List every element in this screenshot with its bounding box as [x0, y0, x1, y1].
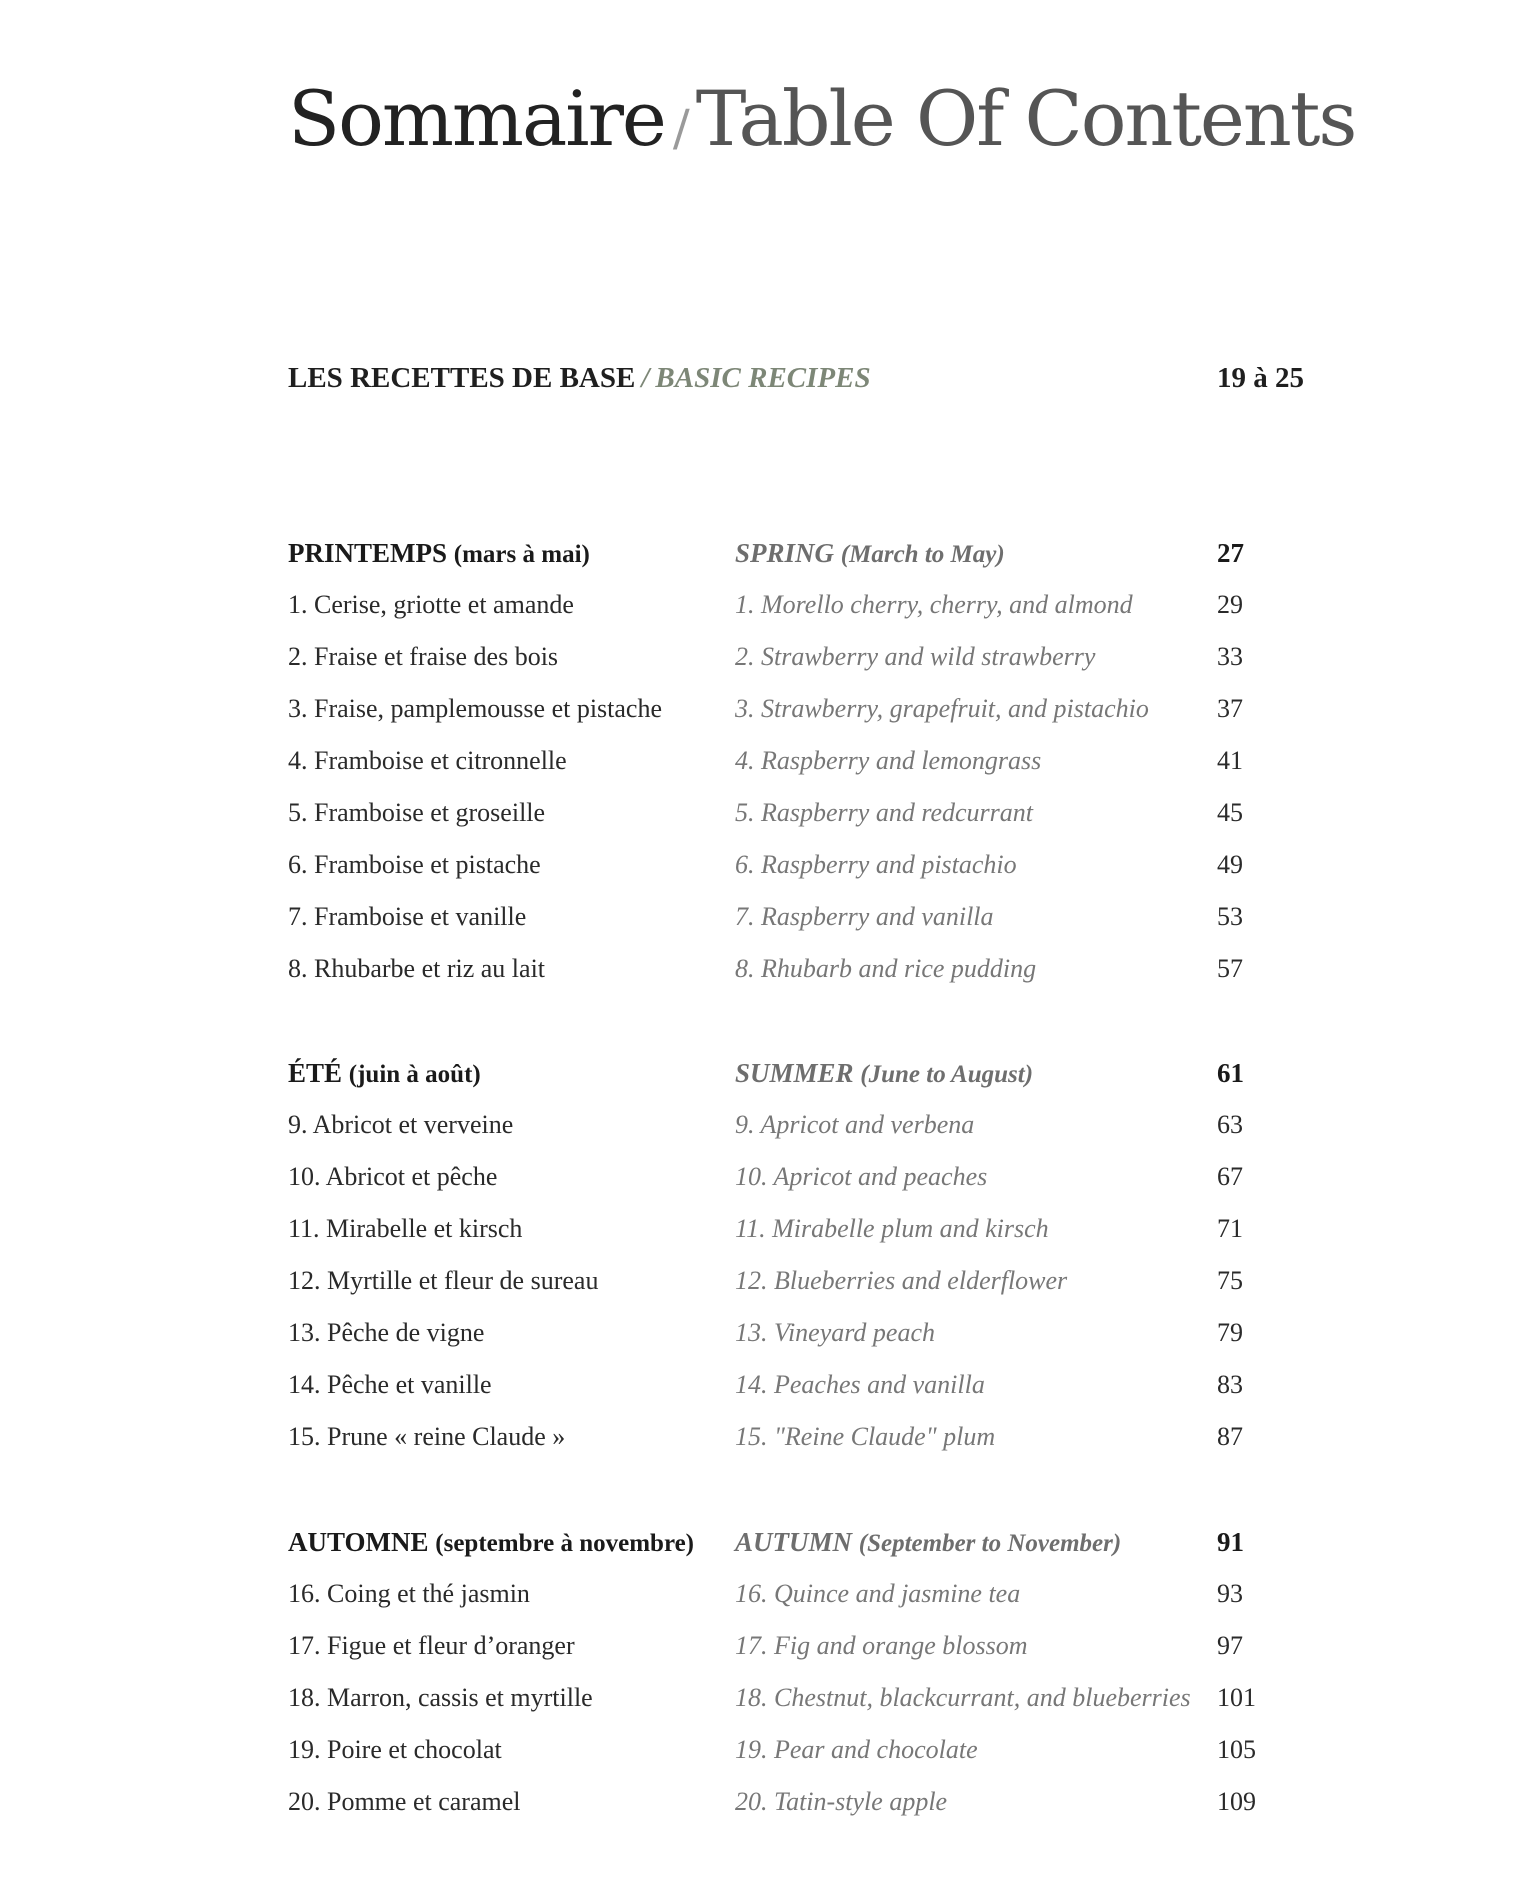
toc-entry [288, 579, 1312, 631]
entry-english: 9. Apricot and verbena [735, 1110, 975, 1139]
entry-french: 20. Pomme et caramel [288, 1787, 521, 1816]
section-summer [288, 1047, 1312, 1463]
entry-page: 83 [1217, 1370, 1243, 1399]
season-range: (June to August) [860, 1061, 1034, 1088]
entry-page: 101 [1217, 1683, 1256, 1712]
season-english [735, 1047, 1033, 1101]
toc-entry [288, 1620, 1312, 1672]
entry-page: 75 [1217, 1266, 1243, 1295]
entry-page: 71 [1217, 1214, 1243, 1243]
toc-entry [288, 1411, 1312, 1463]
toc-entry [288, 1776, 1312, 1828]
entry-page: 53 [1217, 902, 1243, 931]
entry-french: 7. Framboise et vanille [288, 902, 527, 931]
entry-page: 67 [1217, 1162, 1243, 1191]
section-page: 91 [1217, 1527, 1244, 1557]
season-name: AUTUMN [735, 1527, 853, 1557]
toc-entry [288, 787, 1312, 839]
entry-french: 1. Cerise, griotte et amande [288, 590, 574, 619]
basic-recipes-french: LES RECETTES DE BASE [288, 362, 636, 394]
entry-page: 105 [1217, 1735, 1256, 1764]
entry-english: 5. Raspberry and redcurrant [735, 798, 1034, 827]
toc-entry [288, 839, 1312, 891]
season-english [735, 527, 1005, 581]
entry-english: 6. Raspberry and pistachio [735, 850, 1017, 879]
entry-page: 97 [1217, 1631, 1243, 1660]
entry-page: 33 [1217, 642, 1243, 671]
toc-entry [288, 1672, 1312, 1724]
entry-page: 41 [1217, 746, 1243, 775]
entry-french: 17. Figue et fleur d’oranger [288, 1631, 575, 1660]
entry-english: 11. Mirabelle plum and kirsch [735, 1214, 1049, 1243]
entry-french: 11. Mirabelle et kirsch [288, 1214, 523, 1243]
toc-entry [288, 943, 1312, 995]
entry-french: 19. Poire et chocolat [288, 1735, 502, 1764]
toc-entry [288, 1307, 1312, 1359]
toc-entry [288, 1359, 1312, 1411]
entry-french: 12. Myrtille et fleur de sureau [288, 1266, 599, 1295]
basic-recipes-english: BASIC RECIPES [655, 362, 871, 394]
entry-page: 109 [1217, 1787, 1256, 1816]
toc-entry [288, 1255, 1312, 1307]
season-name: SUMMER [735, 1058, 854, 1088]
season-name: AUTOMNE [288, 1527, 429, 1557]
section-header [288, 527, 1312, 579]
entry-english: 8. Rhubarb and rice pudding [735, 954, 1037, 983]
season-french [288, 1516, 694, 1570]
season-range: (septembre à novembre) [435, 1530, 695, 1557]
season-name: ÉTÉ [288, 1058, 343, 1088]
season-range: (juin à août) [348, 1061, 481, 1088]
basic-recipes-row [288, 358, 1312, 398]
title-separator: / [672, 98, 688, 157]
section-spring [288, 527, 1312, 995]
entry-english: 7. Raspberry and vanilla [735, 902, 994, 931]
entry-english: 4. Raspberry and lemongrass [735, 746, 1042, 775]
entry-page: 63 [1217, 1110, 1243, 1139]
season-french [288, 1047, 481, 1101]
entry-french: 9. Abricot et verveine [288, 1110, 514, 1139]
entry-english: 12. Blueberries and elderflower [735, 1266, 1068, 1295]
entry-french: 14. Pêche et vanille [288, 1370, 492, 1399]
entry-english: 14. Peaches and vanilla [735, 1370, 985, 1399]
entry-page: 49 [1217, 850, 1243, 879]
entry-french: 15. Prune « reine Claude » [288, 1422, 566, 1451]
page-title [288, 73, 1355, 164]
entry-french: 3. Fraise, pamplemousse et pistache [288, 694, 663, 723]
toc-entry [288, 1568, 1312, 1620]
basic-recipes-separator: / [641, 362, 650, 394]
entry-english: 10. Apricot and peaches [735, 1162, 988, 1191]
toc-entry [288, 631, 1312, 683]
entry-english: 20. Tatin-style apple [735, 1787, 948, 1816]
entry-page: 57 [1217, 954, 1243, 983]
entry-french: 2. Fraise et fraise des bois [288, 642, 559, 671]
season-name: SPRING [735, 538, 835, 568]
section-header [288, 1047, 1312, 1099]
entry-page: 93 [1217, 1579, 1243, 1608]
entry-page: 37 [1217, 694, 1243, 723]
section-autumn [288, 1516, 1312, 1828]
season-range: (September to November) [858, 1530, 1122, 1557]
entry-english: 17. Fig and orange blossom [735, 1631, 1028, 1660]
entry-french: 4. Framboise et citronnelle [288, 746, 567, 775]
entry-french: 18. Marron, cassis et myrtille [288, 1683, 593, 1712]
section-header [288, 1516, 1312, 1568]
title-french: Sommaire [288, 73, 665, 163]
season-french [288, 527, 590, 581]
entry-page: 45 [1217, 798, 1243, 827]
entry-french: 6. Framboise et pistache [288, 850, 541, 879]
entry-english: 3. Strawberry, grapefruit, and pistachio [735, 694, 1149, 723]
entry-english: 2. Strawberry and wild strawberry [735, 642, 1096, 671]
section-page: 27 [1217, 538, 1244, 568]
season-range: (mars à mai) [453, 541, 590, 568]
toc-entry [288, 735, 1312, 787]
entry-page: 79 [1217, 1318, 1243, 1347]
toc-entry [288, 1151, 1312, 1203]
entry-french: 16. Coing et thé jasmin [288, 1579, 530, 1608]
entry-english: 1. Morello cherry, cherry, and almond [735, 590, 1133, 619]
toc-entry [288, 891, 1312, 943]
entry-french: 5. Framboise et groseille [288, 798, 546, 827]
entry-french: 13. Pêche de vigne [288, 1318, 485, 1347]
toc-entry [288, 1724, 1312, 1776]
entry-english: 16. Quince and jasmine tea [735, 1579, 1021, 1608]
entry-page: 29 [1217, 590, 1243, 619]
season-range: (March to May) [840, 541, 1005, 568]
entry-english: 19. Pear and chocolate [735, 1735, 978, 1764]
season-english [735, 1516, 1121, 1570]
entry-english: 18. Chestnut, blackcurrant, and blueberries [735, 1683, 1191, 1712]
entry-english: 13. Vineyard peach [735, 1318, 935, 1347]
basic-recipes-pages: 19 à 25 [1217, 362, 1304, 394]
entry-page: 87 [1217, 1422, 1243, 1451]
entry-english: 15. "Reine Claude" plum [735, 1422, 996, 1451]
section-page: 61 [1217, 1058, 1244, 1088]
toc-entry [288, 683, 1312, 735]
toc-entry [288, 1099, 1312, 1151]
season-name: PRINTEMPS [288, 538, 448, 568]
entry-french: 8. Rhubarbe et riz au lait [288, 954, 546, 983]
title-english: Table Of Contents [695, 73, 1356, 163]
entry-french: 10. Abricot et pêche [288, 1162, 498, 1191]
toc-entry [288, 1203, 1312, 1255]
